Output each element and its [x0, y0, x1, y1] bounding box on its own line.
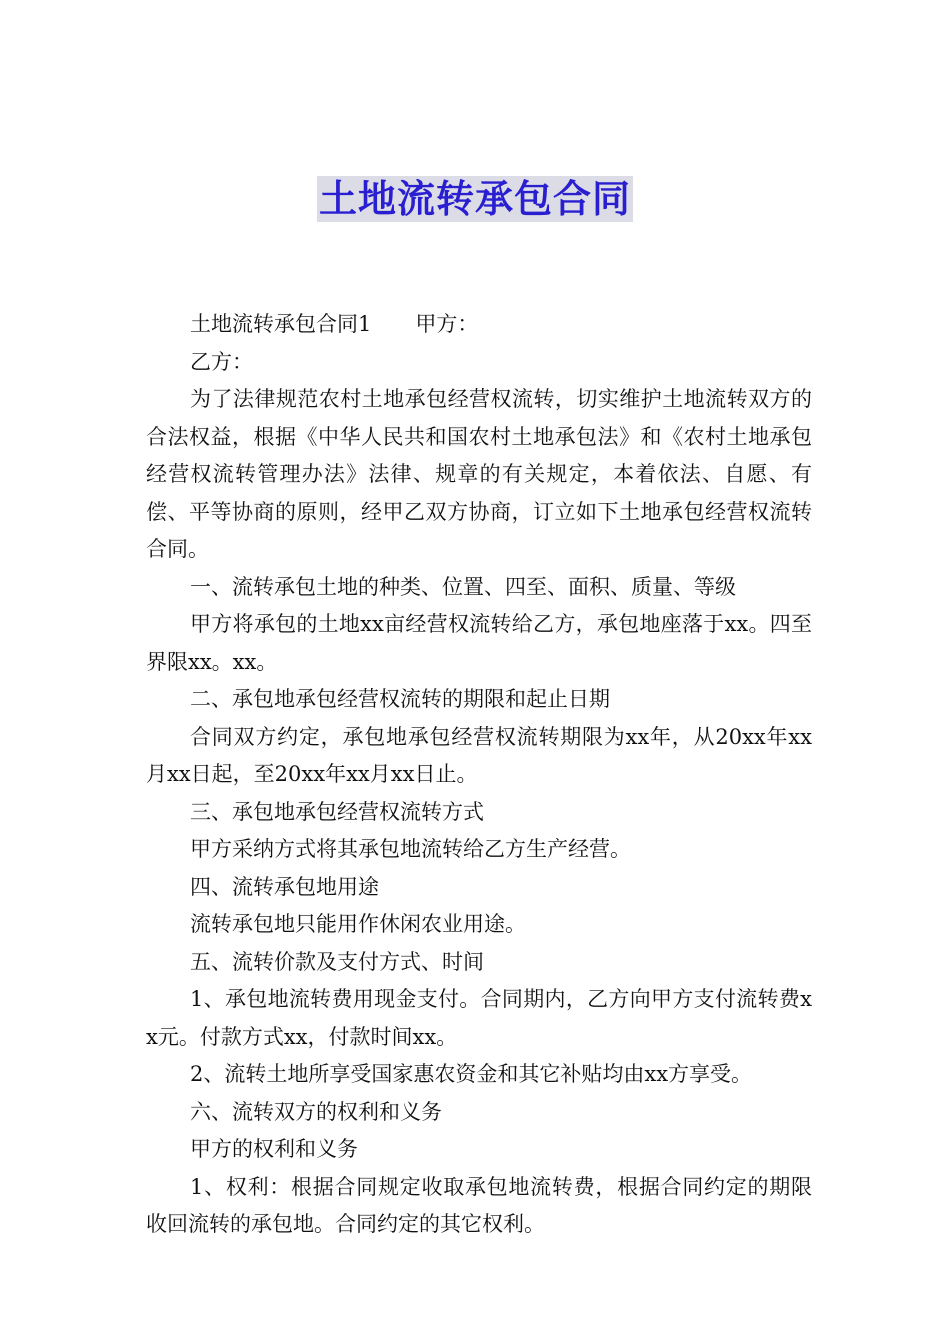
section-heading: 三、承包地承包经营权流转方式	[190, 799, 484, 824]
document-body	[146, 306, 812, 1244]
paragraph: 合同双方约定，承包地承包经营权流转期限为xx年，从20xx年xx月xx日起，至20xx年xx月xx日止。	[146, 724, 812, 786]
contract-heading: 土地流转承包合同1	[190, 312, 372, 336]
subsection-heading: 甲方的权利和义务	[190, 1137, 358, 1161]
paragraph: 1、权利：根据合同规定收取承包地流转费，根据合同约定的期限收回流转的承包地。合同约定的其它权利。	[146, 1174, 812, 1236]
heading-line	[146, 306, 812, 344]
section-heading: 五、流转价款及支付方式、时间	[190, 949, 484, 974]
paragraph: 乙方：	[190, 349, 253, 374]
party-a-label: 甲方：	[415, 312, 479, 336]
paragraph: 甲方采纳方式将其承包地流转给乙方生产经营。	[190, 837, 631, 861]
section-heading: 二、承包地承包经营权流转的期限和起止日期	[190, 687, 610, 711]
paragraph: 甲方将承包的土地xx亩经营权流转给乙方，承包地座落于xx。四至界限xx。xx。	[146, 612, 812, 674]
section-heading: 一、流转承包土地的种类、位置、四至、面积、质量、等级	[190, 574, 736, 599]
title-container	[0, 176, 950, 222]
section-heading: 六、流转双方的权利和义务	[190, 1099, 442, 1124]
paragraph: 为了法律规范农村土地承包经营权流转，切实维护土地流转双方的合法权益，根据《中华人民共和国农村土地承包法》和《农村土地承包经营权流转管理办法》法律、规章的有关规定，本着依法、自愿、有偿、平等协商的原则，经甲乙双方协商，订立如下土地承包经营权流转合同。	[146, 387, 812, 561]
paragraph: 1、承包地流转费用现金支付。合同期内，乙方向甲方支付流转费xx元。付款方式xx，付款时间xx。	[146, 987, 812, 1049]
section-heading: 四、流转承包地用途	[190, 874, 379, 899]
paragraph: 流转承包地只能用作休闲农业用途。	[190, 912, 526, 936]
paragraph: 2、流转土地所享受国家惠农资金和其它补贴均由xx方享受。	[190, 1062, 753, 1086]
document-title: 土地流转承包合同	[318, 177, 631, 221]
